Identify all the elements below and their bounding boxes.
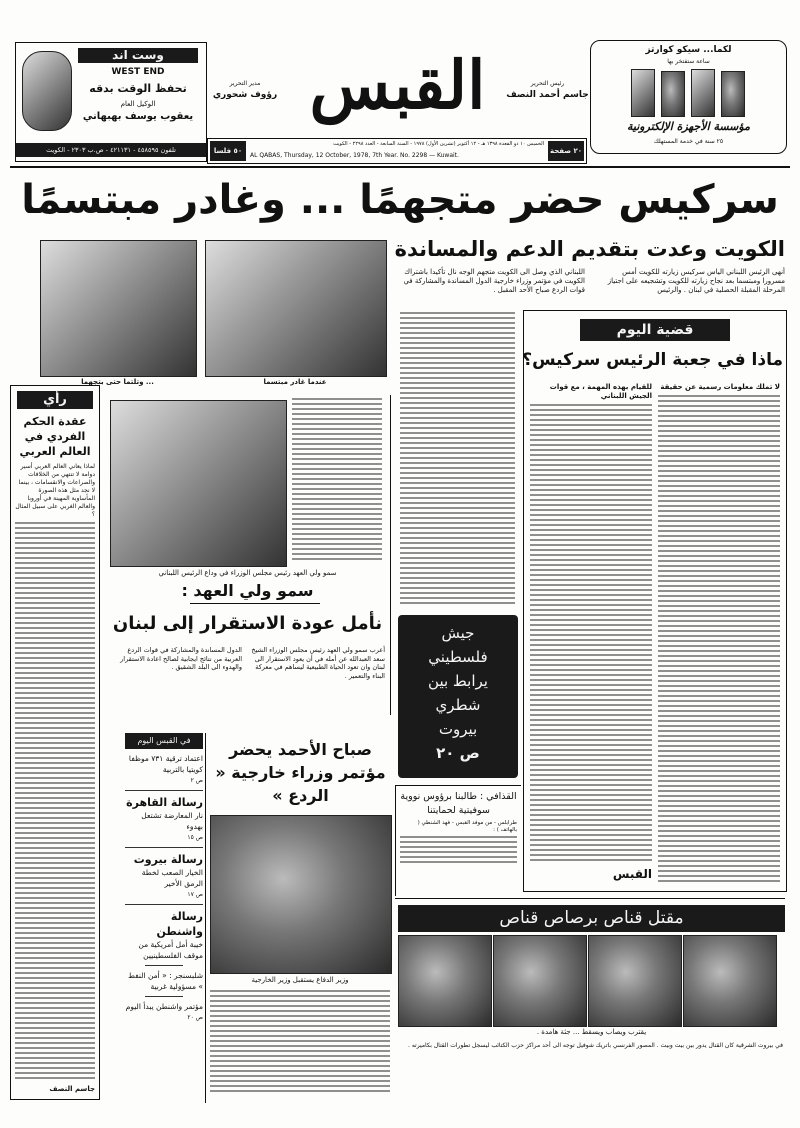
inside-item[interactable] <box>125 1001 203 1023</box>
photo-caption: ... وتلتما حتى بتجهما <box>81 378 154 386</box>
sabah-text <box>210 990 390 1095</box>
sniper-photo-4 <box>683 935 777 1027</box>
divider <box>10 166 790 168</box>
palestinian-army-box <box>398 615 518 778</box>
inside-item-text: خيبة أمل أمريكية من موقف الفلسطينيين <box>138 940 203 960</box>
watch-icon <box>721 71 745 117</box>
article-continuation <box>292 398 382 563</box>
editor-in-chief-label: رئيس التحرير <box>530 80 565 87</box>
lead-col-1: أنهى الرئيس اللبناني الياس سركيس زيارته للكويت أمس مسرورا ومبتسما بعد نجاح زيارته للكويت وتشجيعه على اجتياز المرحلة المقبلة الحصلية في لبنان . والرئيس <box>607 268 785 294</box>
gaddafi-dateline: طرابلس - من موفد القبس - فهد الشنطي ( بالهاتف ) : <box>417 820 517 833</box>
opinion-column <box>10 385 100 1100</box>
inside-item[interactable] <box>125 753 203 786</box>
managing-editor: رؤوف شحوري <box>212 90 278 100</box>
date-arabic: الخميس ١٠ ذو القعدة ١٣٩٨ هـ - ١٢ أكتوبر (تشرين الأول) ١٩٧٨ - السنة السابعة - العدد ٢٢٩٨ - الكويت <box>333 141 544 147</box>
inside-item[interactable] <box>125 795 203 843</box>
photo-caption: سمو ولي العهد رئيس مجلس الوزراء في وداع الرئيس اللبناني <box>158 569 337 577</box>
crown-prince-col-2: الدول المساندة والمشاركة في قوات الردع العربية من نتائج ايجابية لصالح اعادة الاستقرار والهدوء الى البلد الشقيق . <box>120 646 242 671</box>
price: ٥٠ فلسا <box>210 141 246 161</box>
issue-text-col-1 <box>658 395 780 883</box>
watch-icon <box>22 51 72 131</box>
inside-item-text: نار المعارضة تشتعل بهدوء <box>141 811 203 831</box>
inside-item-title: رسالة بيروت <box>133 853 203 866</box>
crown-prince-headline: نأمل عودة الاستقرار إلى لبنان <box>112 613 383 634</box>
inside-item-title: رسالة القاهرة <box>126 796 203 809</box>
issue-signature: القبس <box>612 867 652 881</box>
inside-item[interactable] <box>125 970 203 992</box>
ad-brand-en: WEST END <box>111 67 165 77</box>
inside-item-text: مؤتمر واشنطن يبدأ اليوم <box>125 1002 203 1011</box>
ad-slogan: تحفظ الوقت بدقه <box>89 82 187 95</box>
photo-sabah-meeting <box>210 815 392 974</box>
ad-tagline: ٢٥ سنة في خدمة المستهلك <box>653 138 724 145</box>
opinion-text <box>15 522 95 1080</box>
issue-text-col-2 <box>530 404 652 861</box>
gaddafi-headline: القذافي : طالبنا برؤوس نووية سوفيتية لحمايتنا <box>400 791 517 816</box>
inside-item-page: ص ٢ <box>190 777 203 784</box>
box-line: شطري <box>435 696 481 714</box>
opinion-first-line: لماذا يعاني العالم العربي أسير دوامة لا تنتهي من الخلافات والصراعات والانقسامات ، بينما لا نجد مثل هذه الصورة المأساوية المهينة في أوروبا والعالم الغربي على سبيل المثال ؟ <box>15 463 95 518</box>
inside-item[interactable] <box>125 909 203 961</box>
gaddafi-story <box>395 785 521 896</box>
inside-item-page: ص ١٥ <box>187 834 203 841</box>
photo-crown-prince-farewell <box>110 400 287 567</box>
photo-caption: وزير الدفاع يستقبل وزير الخارجية <box>251 976 349 984</box>
ad-line1: لكما... سيكو كوارتز <box>645 45 732 55</box>
inside-item-page: ص ١٧ <box>187 891 203 898</box>
ad-agent-label: الوكيل العام <box>120 100 156 108</box>
opinion-signature: جاسم النصف <box>49 1085 95 1093</box>
date-bar <box>207 138 587 164</box>
ad-brand-ar: وست اند <box>78 48 198 63</box>
opinion-title: عقدة الحكم الفردي في العالم العربي <box>19 415 91 458</box>
managing-editor-label: مدير التحرير <box>229 80 261 87</box>
box-line: جيش <box>441 624 475 642</box>
article-continuation <box>400 312 515 607</box>
crown-prince-kicker: سمو ولي العهد : <box>181 581 314 600</box>
inside-label: في القبس اليوم <box>125 733 203 749</box>
issue-col2-first-line: للقيام بهذه المهمة ، مع قوات الجيش اللبناني <box>549 383 652 400</box>
issue-label: قضية اليوم <box>580 319 730 341</box>
inside-item-text: اعتماد ترقية ٧٣١ موظفا كويتيا بالتربية <box>128 754 203 774</box>
ad-contact: تلفون ٤٥٨٥٩٥ - ٤٢١١٣١ - ص.ب ٢٣٠٣ - الكويت <box>16 143 206 157</box>
issue-col-2 <box>530 383 652 883</box>
sniper-photo-1 <box>398 935 492 1027</box>
sniper-photo-2 <box>493 935 587 1027</box>
photo-sarkis-arrival <box>40 240 197 377</box>
divider <box>390 395 391 715</box>
date-english: AL QABAS, Thursday, 12 October, 1978, 7th Year. No. 2298 — Kuwait. <box>250 152 459 159</box>
ad-company: مؤسسة الأجهزة الإلكترونية <box>627 120 750 133</box>
west-end-ad <box>15 42 207 162</box>
gaddafi-text <box>400 836 517 866</box>
inside-item-text: شلبسنجر : « أمن النفط » مسؤولية غربية <box>128 971 203 991</box>
box-line: فلسطيني <box>428 648 488 666</box>
lead-col-2: اللبناني الذي وصل الى الكويت متجهم الوجه نال تأكيدا باشتراك الكويت في مؤتمر وزراء خارجية الدول المساندة والمشاركة في قوات الردع صباح الأحد المقبل . <box>403 268 585 294</box>
divider <box>205 733 206 1103</box>
sniper-photo-3 <box>588 935 682 1027</box>
newspaper-logo: القبس <box>309 46 486 124</box>
ad-line2: ساعة ستفتخر بها <box>667 58 710 65</box>
divider <box>190 603 320 604</box>
watch-icon <box>661 71 685 117</box>
inside-item-text: الخيار الصعب لخطة الرمق الأخير <box>141 868 203 888</box>
inside-item-title: رسالة واشنطن <box>156 910 203 938</box>
page-count: ٢٠ صفحة <box>548 141 584 161</box>
ad-agent: يعقوب يوسف بهبهاني <box>82 111 194 122</box>
box-page-ref: ص ٢٠ <box>436 744 480 762</box>
main-headline: سركيس حضر متجهمًا ... وغادر مبتسمًا <box>21 177 779 223</box>
inside-item-page: ص ٢٠ <box>187 1014 203 1021</box>
issue-first-line: لا تملك معلومات رسمية عن حقيقة <box>660 383 780 391</box>
photo-sarkis-departure <box>205 240 387 377</box>
opinion-label: رأي <box>17 391 93 409</box>
crown-prince-col-1: أعرب سمو ولي العهد رئيس مجلس الوزراء الشيخ سعد العبدالله عن أمله في أن يعود الاستقرار الى لبنان وان تعود الحياة الطبيعية ليساهم في معركة البناء والتعمير . <box>251 646 385 680</box>
issue-col-1 <box>658 383 780 883</box>
photo-caption: يقترب ويصاب ويسقط ... جثة هامدة . <box>536 1028 647 1036</box>
editor-in-chief: جاسم أحمد النصف <box>506 90 589 100</box>
box-line: بيروت <box>438 720 478 738</box>
issue-of-the-day-box <box>523 310 787 892</box>
sniper-headline: مقتل قناص برصاص قناص <box>398 905 785 932</box>
photo-caption: عندما غادر مبتسما <box>263 378 327 386</box>
subheadline: الكويت وعدت بتقديم الدعم والمساندة <box>394 237 785 261</box>
seiko-ad <box>590 40 787 154</box>
watch-icon <box>631 69 655 117</box>
divider <box>395 898 785 899</box>
watch-icon <box>691 69 715 117</box>
box-line: يرابط بين <box>428 672 488 690</box>
issue-title: ماذا في جعبة الرئيس سركيس؟ <box>522 350 783 370</box>
sabah-headline: صباح الأحمد يحضر مؤتمر وزراء خارجية « الردع » <box>215 740 386 805</box>
inside-item[interactable] <box>125 852 203 900</box>
inside-today-column <box>125 733 203 1103</box>
sniper-text: في بيروت الشرقية كان القتال يدور بين بيت وبيت . المصور الفرنسي باتريك شوفيل توجه الى أحد مراكز حزب الكتائب ليسجل تطورات القتال بكاميرته . <box>408 1042 783 1049</box>
